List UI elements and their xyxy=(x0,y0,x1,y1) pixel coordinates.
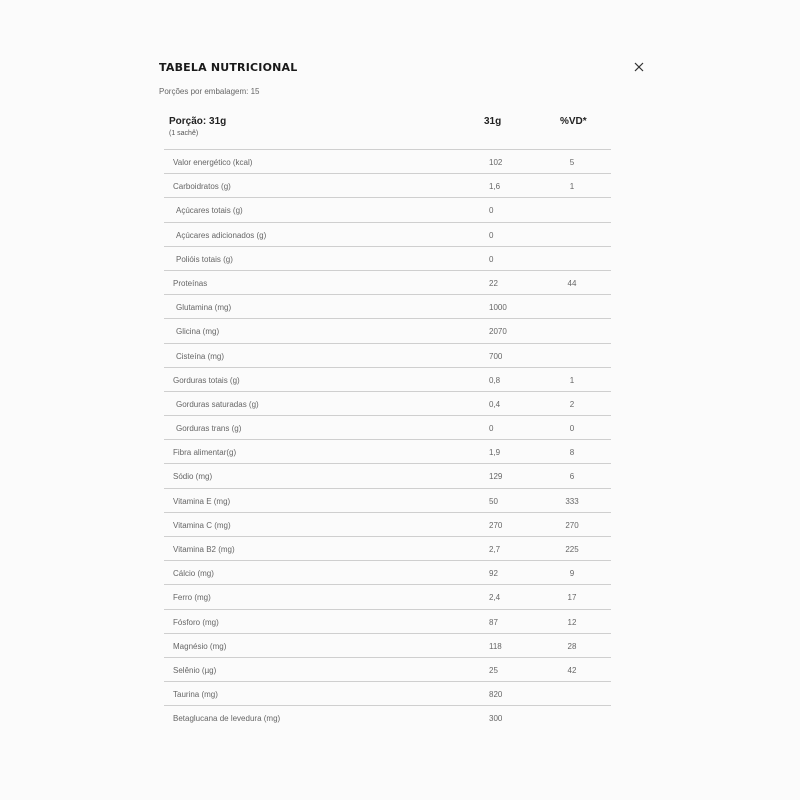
table-row xyxy=(164,706,611,729)
nutrient-amount: 700 xyxy=(489,351,503,361)
nutrient-daily-value: 44 xyxy=(567,278,577,288)
nutrient-name: Gorduras trans (g) xyxy=(176,424,242,434)
nutrient-amount: 25 xyxy=(489,665,498,675)
nutrient-daily-value: 17 xyxy=(567,593,577,603)
nutrient-daily-value: 28 xyxy=(567,641,577,651)
nutrient-amount: 270 xyxy=(489,520,503,530)
nutrient-daily-value: 225 xyxy=(565,545,579,554)
nutrient-amount: 0,4 xyxy=(489,399,501,409)
portion-label: Porção: 31g xyxy=(169,116,227,127)
table-row xyxy=(164,247,611,271)
table-row xyxy=(164,682,611,706)
nutrient-amount: 2070 xyxy=(489,327,507,337)
table-row xyxy=(164,658,611,682)
nutrient-amount: 0 xyxy=(489,254,494,264)
table-row xyxy=(164,174,611,198)
nutrient-name: Magnésio (mg) xyxy=(173,641,227,651)
nutrient-name: Polióis totais (g) xyxy=(176,254,233,264)
modal-title: TABELA NUTRICIONAL xyxy=(159,61,298,74)
nutrient-daily-value: 1 xyxy=(569,182,575,192)
nutrient-amount: 820 xyxy=(489,690,503,700)
nutrition-table xyxy=(164,112,611,730)
nutrient-daily-value: 0 xyxy=(569,424,575,434)
nutrient-amount: 0,8 xyxy=(489,375,501,385)
nutrient-amount: 87 xyxy=(489,617,498,627)
table-row xyxy=(164,150,611,174)
nutrient-name: Glicina (mg) xyxy=(176,327,220,337)
nutrient-amount: 1000 xyxy=(489,303,507,313)
table-row xyxy=(164,319,611,343)
nutrient-daily-value: 6 xyxy=(569,472,575,482)
nutrient-name: Vitamina E (mg) xyxy=(173,496,231,506)
table-row xyxy=(164,295,611,319)
table-row xyxy=(164,513,611,537)
nutrient-name: Cisteína (mg) xyxy=(176,351,225,361)
nutrient-amount: 0 xyxy=(489,424,494,434)
table-row xyxy=(164,368,611,392)
nutrient-amount: 300 xyxy=(489,714,503,724)
table-header xyxy=(164,112,611,150)
nutrient-amount: 50 xyxy=(489,496,498,506)
nutrient-amount: 1,9 xyxy=(489,448,501,458)
nutrient-name: Taurina (mg) xyxy=(173,690,218,700)
table-row xyxy=(164,440,611,464)
nutrient-daily-value: 1 xyxy=(569,375,575,385)
table-row xyxy=(164,198,611,222)
nutrient-amount: 2,7 xyxy=(489,545,501,554)
nutrient-daily-value: 333 xyxy=(565,496,579,506)
table-row xyxy=(164,464,611,488)
nutrient-amount: 2,4 xyxy=(489,593,501,603)
table-row xyxy=(164,271,611,295)
nutrient-amount: 0 xyxy=(489,206,494,216)
nutrient-daily-value: 12 xyxy=(567,617,577,627)
nutrient-name: Carboidratos (g) xyxy=(173,182,231,192)
nutrient-daily-value: 2 xyxy=(569,399,575,409)
table-row xyxy=(164,537,611,561)
table-row xyxy=(164,223,611,247)
nutrient-name: Betaglucana de levedura (mg) xyxy=(173,714,281,724)
table-row xyxy=(164,344,611,368)
nutrient-name: Vitamina B2 (mg) xyxy=(173,545,235,554)
table-row xyxy=(164,489,611,513)
close-button[interactable] xyxy=(628,56,650,78)
nutrient-name: Selênio (µg) xyxy=(173,665,217,675)
nutrient-name: Açúcares adicionados (g) xyxy=(176,230,267,240)
nutrient-daily-value: 8 xyxy=(569,448,575,458)
nutrient-name: Gorduras totais (g) xyxy=(173,375,240,385)
nutrient-daily-value: 5 xyxy=(569,158,575,167)
table-row xyxy=(164,416,611,440)
nutrient-amount: 22 xyxy=(489,278,498,288)
nutrient-name: Ferro (mg) xyxy=(173,593,211,603)
table-row xyxy=(164,634,611,658)
nutrient-name: Fósforo (mg) xyxy=(173,617,219,627)
nutrient-amount: 1,6 xyxy=(489,182,501,192)
table-body xyxy=(164,150,611,730)
portion-sub-label: (1 sachê) xyxy=(169,130,199,137)
nutrient-name: Vitamina C (mg) xyxy=(173,520,231,530)
daily-value-column-header: %VD* xyxy=(560,116,587,127)
nutrient-amount: 92 xyxy=(489,569,498,579)
nutrient-amount: 118 xyxy=(489,641,502,651)
nutrient-name: Gorduras saturadas (g) xyxy=(176,399,259,409)
nutrient-amount: 129 xyxy=(489,472,503,482)
table-row xyxy=(164,610,611,634)
nutrient-name: Proteínas xyxy=(173,278,208,288)
nutrient-daily-value: 42 xyxy=(567,665,577,675)
nutrient-daily-value: 270 xyxy=(565,520,579,530)
table-row xyxy=(164,585,611,609)
nutrient-amount: 102 xyxy=(489,158,503,167)
close-icon xyxy=(634,62,644,72)
table-row xyxy=(164,392,611,416)
nutrient-daily-value: 9 xyxy=(569,569,575,579)
nutrient-name: Açúcares totais (g) xyxy=(176,206,243,216)
nutrient-name: Cálcio (mg) xyxy=(173,569,214,579)
table-row xyxy=(164,561,611,585)
nutrient-amount: 0 xyxy=(489,230,494,240)
amount-column-header: 31g xyxy=(484,116,502,127)
nutrient-name: Sódio (mg) xyxy=(173,472,213,482)
nutrient-name: Valor energético (kcal) xyxy=(173,158,253,167)
servings-per-package: Porções por embalagem: 15 xyxy=(159,87,260,96)
nutrient-name: Glutamina (mg) xyxy=(176,303,232,313)
nutrient-name: Fibra alimentar(g) xyxy=(173,448,237,458)
